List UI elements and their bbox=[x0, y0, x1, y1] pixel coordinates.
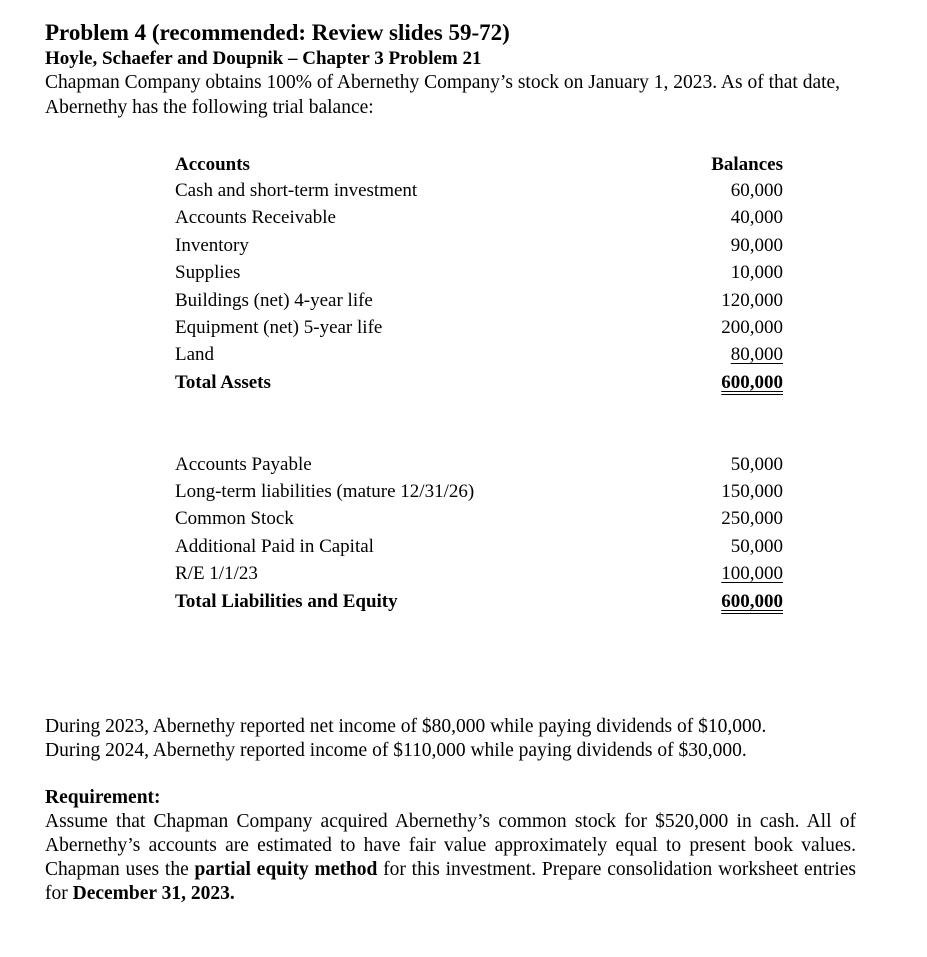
account-name: Long-term liabilities (mature 12/31/26) bbox=[175, 481, 475, 502]
tb-total-row bbox=[175, 591, 783, 617]
account-name: Land bbox=[175, 344, 215, 365]
account-balance: 40,000 bbox=[730, 207, 783, 228]
date-emphasis: December 31, 2023. bbox=[72, 883, 235, 904]
total-liabilities-equity-label: Total Liabilities and Equity bbox=[175, 591, 398, 612]
balances-column-header: Balances bbox=[711, 154, 783, 175]
tb-row bbox=[175, 536, 783, 562]
tb-header-row bbox=[175, 154, 783, 180]
problem-subtitle: Hoyle, Schaefer and Doupnik – Chapter 3 Problem 21 bbox=[45, 48, 482, 69]
account-balance: 90,000 bbox=[730, 235, 783, 256]
account-balance: 120,000 bbox=[721, 290, 783, 311]
tb-row bbox=[175, 563, 783, 589]
account-name: Common Stock bbox=[175, 508, 294, 529]
requirement-heading: Requirement: bbox=[45, 787, 161, 808]
account-balance: 10,000 bbox=[730, 262, 783, 283]
account-name: Additional Paid in Capital bbox=[175, 536, 374, 557]
tb-row bbox=[175, 454, 783, 480]
account-name: Cash and short-term investment bbox=[175, 180, 418, 201]
tb-row bbox=[175, 262, 783, 288]
account-balance: 200,000 bbox=[721, 317, 783, 338]
tb-total-row bbox=[175, 372, 783, 398]
tb-row bbox=[175, 290, 783, 316]
account-name: R/E 1/1/23 bbox=[175, 563, 258, 584]
account-balance: 50,000 bbox=[730, 454, 783, 475]
requirement-text-part2: for this investment. Prepare consolidation worksheet entries for bbox=[45, 859, 857, 904]
account-balance: 50,000 bbox=[730, 536, 783, 557]
narrative-2024: During 2024, Abernethy reported income of $110,000 while paying dividends of $30,000. bbox=[45, 740, 747, 761]
problem-title: Problem 4 (recommended: Review slides 59-72) bbox=[45, 20, 510, 45]
tb-row bbox=[175, 207, 783, 233]
tb-row bbox=[175, 344, 783, 370]
account-name: Supplies bbox=[175, 262, 241, 283]
total-assets-label: Total Assets bbox=[175, 372, 271, 393]
narrative-2023: During 2023, Abernethy reported net income of $80,000 while paying dividends of $10,000. bbox=[45, 716, 767, 737]
account-balance: 60,000 bbox=[730, 180, 783, 201]
total-liabilities-equity-value: 600,000 bbox=[721, 591, 783, 612]
accounts-column-header: Accounts bbox=[175, 154, 250, 175]
intro-paragraph: Chapman Company obtains 100% of Abernethy Company’s stock on January 1, 2023. As of that date, Abernethy has the following trial balance: bbox=[45, 72, 841, 118]
account-balance: 80,000 bbox=[730, 344, 783, 365]
account-balance: 250,000 bbox=[721, 508, 783, 529]
tb-row bbox=[175, 180, 783, 206]
account-balance: 150,000 bbox=[721, 481, 783, 502]
total-assets-value: 600,000 bbox=[721, 372, 783, 393]
requirement-text-part1: Assume that Chapman Company acquired Abernethy’s common stock for $520,000 in cash. All of Abernethy’s accounts are estimated to have fair value approximately equal to present book values. Chapman uses the bbox=[45, 811, 856, 880]
tb-row bbox=[175, 508, 783, 534]
account-balance: 100,000 bbox=[721, 563, 783, 584]
account-name: Accounts Receivable bbox=[175, 207, 336, 228]
account-name: Inventory bbox=[175, 235, 249, 256]
requirement-text bbox=[45, 810, 856, 906]
tb-row bbox=[175, 235, 783, 261]
account-name: Buildings (net) 4-year life bbox=[175, 290, 373, 311]
tb-row bbox=[175, 481, 783, 507]
partial-equity-emphasis: partial equity method bbox=[194, 859, 378, 880]
account-name: Equipment (net) 5-year life bbox=[175, 317, 383, 338]
tb-row bbox=[175, 317, 783, 343]
account-name: Accounts Payable bbox=[175, 454, 312, 475]
